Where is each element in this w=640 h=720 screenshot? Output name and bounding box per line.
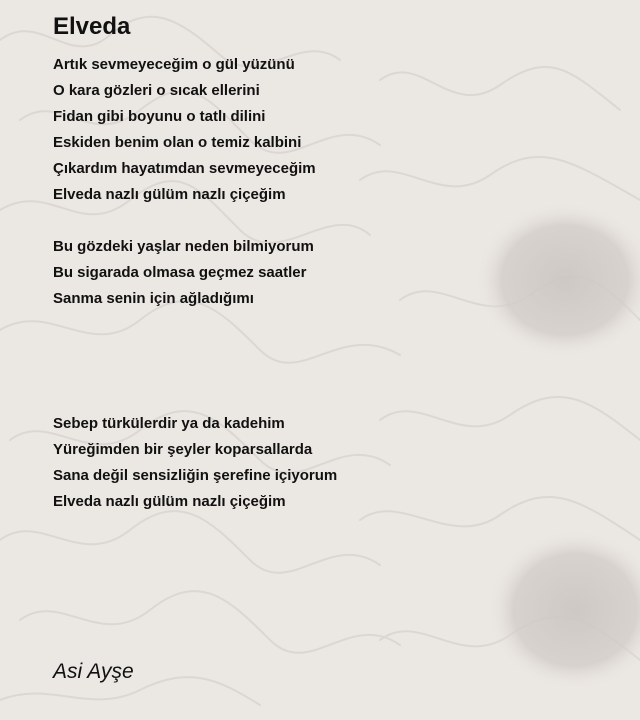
poem-line: O kara gözleri o sıcak ellerini (53, 82, 260, 99)
poem-line: Bu sigarada olmasa geçmez saatler (53, 264, 307, 281)
poem-line: Fidan gibi boyunu o tatlı dilini (53, 108, 266, 125)
poem-line: Sana değil sensizliğin şerefine içiyorum (53, 467, 338, 484)
poem-author: Asi Ayşe (53, 660, 134, 683)
poem-line: Sebep türkülerdir ya da kadehim (53, 415, 285, 432)
poem-line: Sanma senin için ağladığımı (53, 290, 254, 307)
stanza-2 (53, 234, 314, 312)
stanza-1 (53, 52, 316, 208)
poem-line: Artık sevmeyeceğim o gül yüzünü (53, 56, 295, 73)
poem-line: Elveda nazlı gülüm nazlı çiçeğim (53, 186, 286, 203)
poem-title: Elveda (53, 13, 131, 40)
poem-line: Bu gözdeki yaşlar neden bilmiyorum (53, 238, 314, 255)
poem-line: Eskiden benim olan o temiz kalbini (53, 134, 302, 151)
stanza-3 (53, 411, 337, 515)
poem-line: Yüreğimden bir şeyler koparsallarda (53, 441, 313, 458)
poem-line: Çıkardım hayatımdan sevmeyeceğim (53, 160, 316, 177)
poem-line: Elveda nazlı gülüm nazlı çiçeğim (53, 493, 286, 510)
